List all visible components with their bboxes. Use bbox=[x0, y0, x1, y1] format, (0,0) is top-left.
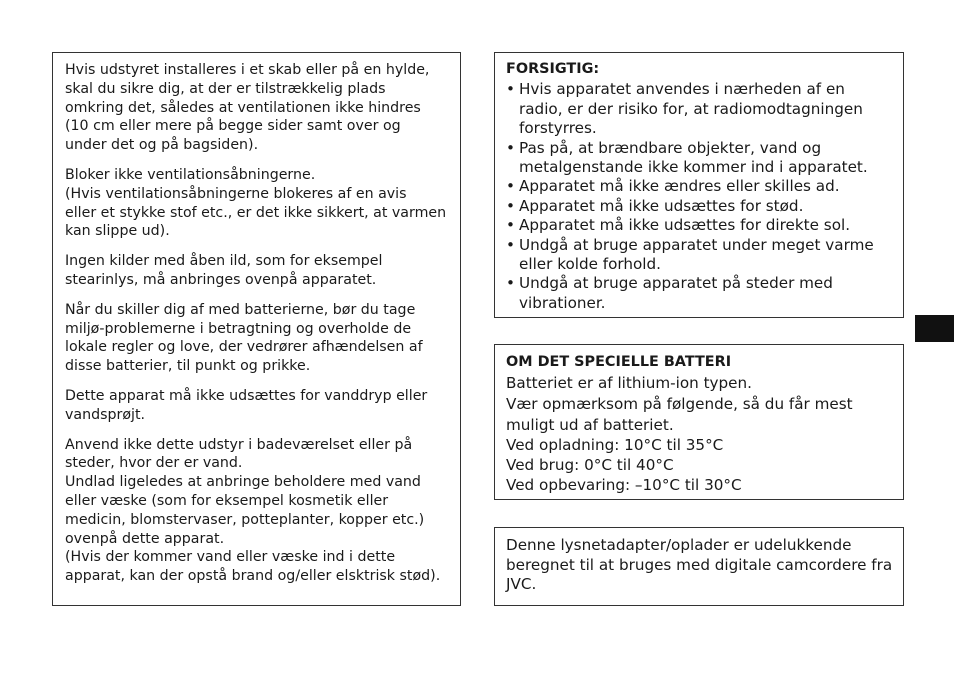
bullet-icon: • bbox=[506, 177, 515, 196]
battery-heading: OM DET SPECIELLE BATTERI bbox=[506, 354, 732, 370]
caution-item-text: Apparatet må ikke udsættes for direkte sol. bbox=[519, 216, 851, 235]
charging-temperature-line: Ved opladning: 10°C til 35°C bbox=[506, 435, 724, 454]
caution-item bbox=[506, 236, 893, 275]
open-flame-paragraph: Ingen kilder med åben ild, som for eksempel stearinlys, må anbringes ovenpå apparatet. bbox=[65, 253, 383, 288]
bullet-icon: • bbox=[506, 216, 515, 235]
bullet-icon: • bbox=[506, 274, 515, 293]
bullet-icon: • bbox=[506, 235, 515, 254]
adapter-info-box bbox=[494, 527, 904, 606]
caution-list bbox=[506, 80, 893, 313]
caution-item-text: Undgå at bruge apparatet på steder med vibrationer. bbox=[519, 274, 833, 312]
bullet-icon: • bbox=[506, 196, 515, 215]
use-temperature-line: Ved brug: 0°C til 40°C bbox=[506, 456, 674, 475]
cabinet-installation-paragraph: Hvis udstyret installeres i et skab eller på en hylde, skal du sikre dig, at der er tilstrækkelig plads omkring det, således at ventilationen ikke hindres (10 cm eller mere på begge sider samt over og under det og på bagsiden). bbox=[65, 62, 430, 154]
caution-item bbox=[506, 216, 893, 235]
battery-type-line: Batteriet er af lithium-ion typen. bbox=[506, 374, 752, 393]
caution-item-text: Hvis apparatet anvendes i nærheden af en radio, er der risiko for, at radiomodtagningen forstyrres. bbox=[519, 80, 863, 138]
caution-item bbox=[506, 274, 893, 313]
battery-notice-line: Vær opmærksom på følgende, så du får mest muligt ud af batteriet. bbox=[506, 395, 853, 434]
caution-item bbox=[506, 80, 893, 138]
caution-item bbox=[506, 197, 893, 216]
battery-info-box bbox=[494, 344, 904, 500]
adapter-text: Denne lysnetadapter/oplader er udelukkende beregnet til at bruges med digitale camcordere fra JVC. bbox=[506, 536, 893, 594]
caution-item-text: Apparatet må ikke udsættes for stød. bbox=[519, 196, 804, 215]
caution-item-text: Undgå at bruge apparatet under meget varme eller kolde forhold. bbox=[519, 235, 874, 274]
bullet-icon: • bbox=[506, 138, 515, 157]
caution-heading: FORSIGTIG: bbox=[506, 61, 600, 77]
caution-box bbox=[494, 52, 904, 318]
bullet-icon: • bbox=[506, 80, 515, 99]
ventilation-safety-box bbox=[52, 52, 461, 606]
bathroom-water-paragraph: Anvend ikke dette udstyr i badeværelset eller på steder, hvor der er vand. Undlad ligeledes at anbringe beholdere med vand eller væske (som for eksempel kosmetik eller medicin, blomstervaser, potteplanter, kopper etc.) ovenpå dette apparat. (Hvis der kommer vand eller væske ind i dette apparat, kan der opstå brand og/eller elsktrisk stød). bbox=[65, 436, 441, 585]
ventilation-blocking-paragraph: Bloker ikke ventilationsåbningerne. (Hvis ventilationsåbningerne blokeres af en avis eller et stykke stof etc., er det ikke sikkert, at varmen kan slippe ud). bbox=[65, 166, 447, 240]
caution-item-text: Pas på, at brændbare objekter, vand og metalgenstande ikke kommer ind i apparatet. bbox=[519, 138, 868, 177]
caution-item bbox=[506, 139, 893, 178]
battery-disposal-paragraph: Når du skiller dig af med batterierne, bør du tage miljø-problemerne i betragtning og overholde de lokale regler og love, der vedrører afhændelsen af disse batterier, til punkt og prikke. bbox=[65, 301, 423, 375]
storage-temperature-line: Ved opbevaring: –10°C til 30°C bbox=[506, 476, 742, 495]
caution-item-text: Apparatet må ikke ændres eller skilles ad. bbox=[519, 177, 840, 196]
section-side-tab bbox=[915, 315, 954, 342]
water-drip-paragraph: Dette apparat må ikke udsættes for vanddryp eller vandsprøjt. bbox=[65, 387, 428, 423]
caution-item bbox=[506, 177, 893, 196]
